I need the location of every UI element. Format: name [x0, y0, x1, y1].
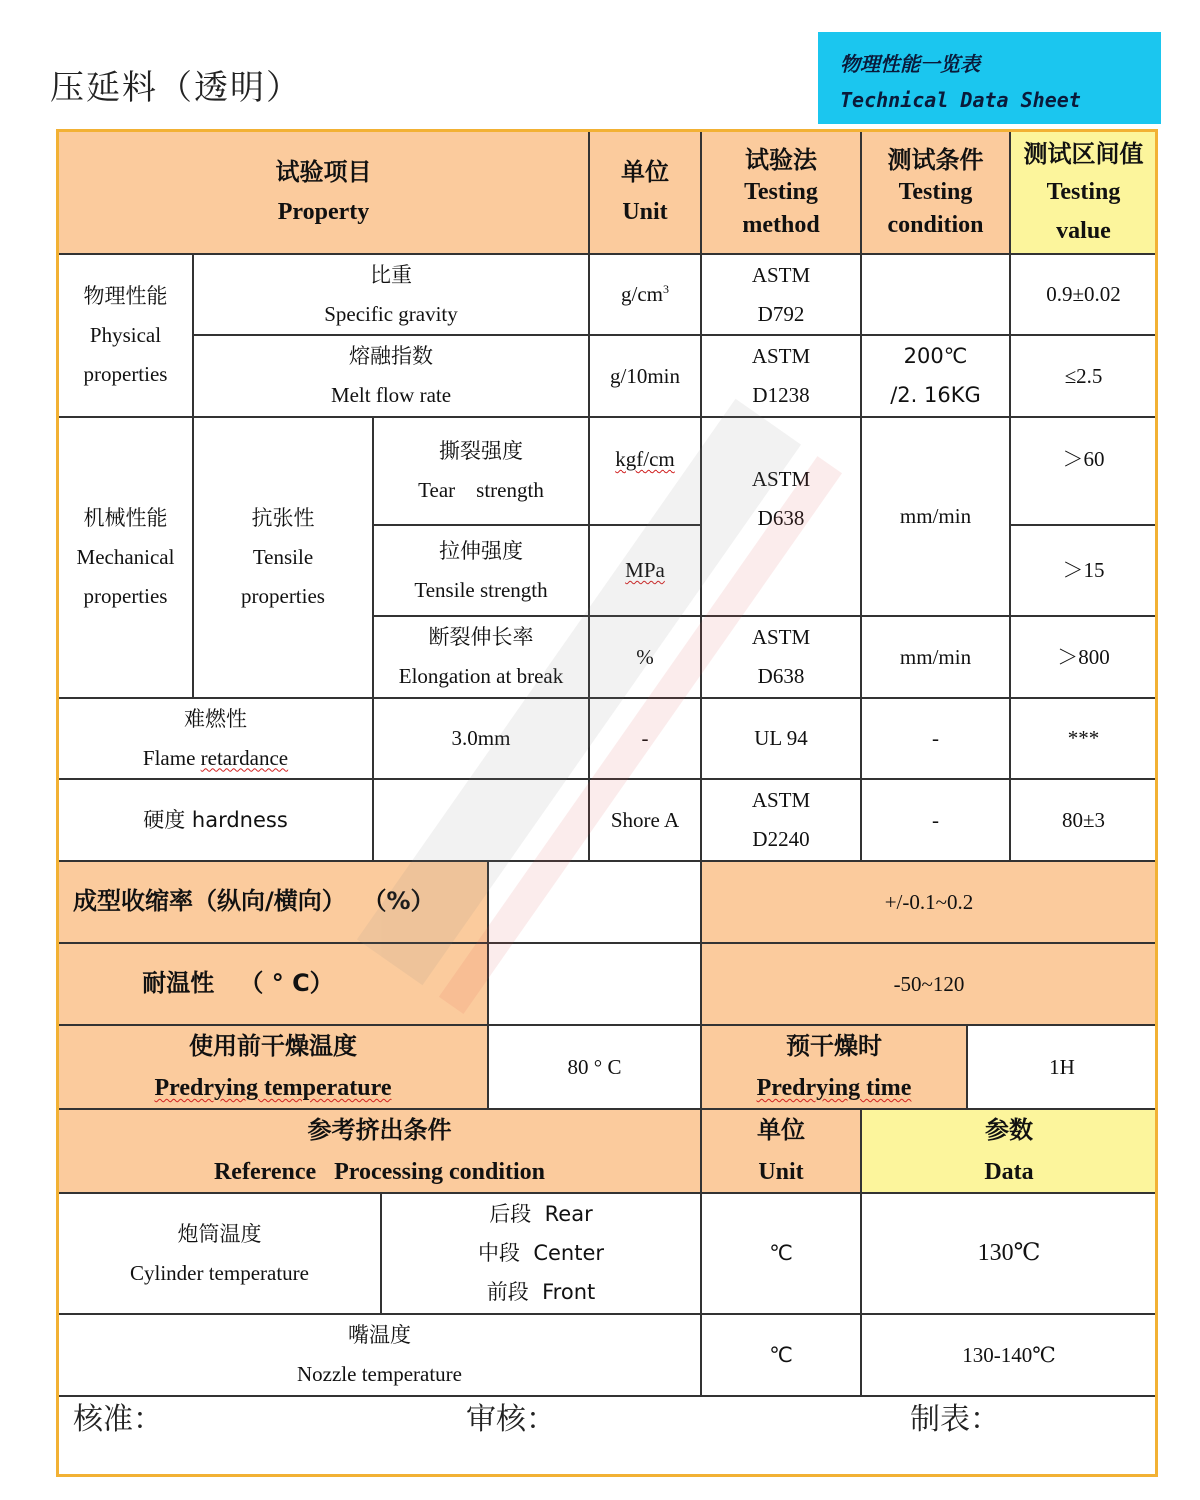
prepare-label: 制表： — [910, 1402, 1000, 1437]
melt-flow-name — [194, 336, 590, 418]
tear-strength-unit — [590, 418, 702, 526]
tear-tensile-method1: ASTM — [751, 467, 811, 491]
header-method — [702, 132, 862, 255]
header-unit-en: Unit — [622, 198, 668, 225]
badge-title-en: Technical Data Sheet — [840, 88, 1081, 112]
flame-thickness-text: 3.0mm — [451, 726, 511, 751]
specific-gravity-method — [702, 255, 862, 336]
tear-strength-en: Tear strength — [418, 478, 544, 502]
unit-sup: 3 — [663, 282, 669, 297]
header-property-en: Property — [277, 198, 370, 225]
nozzle-name — [59, 1315, 702, 1397]
cylinder-unit-text: ℃ — [769, 1241, 793, 1266]
data-sheet-table — [56, 129, 1158, 1477]
hardness-name-text: 硬度 hardness — [143, 807, 288, 832]
specific-gravity-en: Specific gravity — [324, 301, 458, 326]
header-value-en2: value — [1056, 217, 1111, 244]
nozzle-value — [862, 1315, 1158, 1397]
tear-strength-zh: 撕裂强度 — [439, 439, 523, 464]
mechanical-group-en1: Mechanical — [76, 545, 175, 570]
flame-value — [1011, 699, 1158, 780]
cylinder-value-text: 130℃ — [977, 1240, 1041, 1267]
header-value — [1011, 132, 1158, 255]
nozzle-zh: 嘴温度 — [348, 1323, 411, 1348]
tensile-strength-unit — [590, 526, 702, 617]
processing-unit-en: Unit — [758, 1159, 804, 1185]
nozzle-value-text: 130-140℃ — [962, 1342, 1056, 1367]
predry-temp-value — [489, 1026, 702, 1110]
predry-time-value — [968, 1026, 1158, 1110]
processing-header-zh: 参考挤出条件 — [307, 1116, 452, 1144]
processing-data-header — [862, 1110, 1158, 1194]
processing-header-en: Reference Processing condition — [213, 1159, 546, 1185]
elongation-value-text: ＞800 — [1057, 644, 1110, 669]
physical-group-zh: 物理性能 — [83, 284, 168, 309]
melt-flow-value — [1011, 336, 1158, 418]
elongation-method2: D638 — [757, 664, 805, 688]
mechanical-group-zh: 机械性能 — [83, 506, 168, 531]
specific-gravity-unit-text — [621, 275, 669, 314]
hardness-method — [702, 780, 862, 862]
specific-gravity-method2: D792 — [757, 301, 805, 326]
flame-name — [59, 699, 374, 780]
flame-unit — [590, 699, 702, 780]
tensile-strength-zh: 拉伸强度 — [439, 538, 523, 563]
flame-en-wrap: Flame retardance — [142, 745, 289, 770]
hardness-blank — [374, 780, 590, 862]
heat-label-text: 耐温性 （ ° C） — [142, 969, 334, 998]
heat-value-text: -50~120 — [893, 971, 965, 996]
elongation-cond: mm/min — [899, 644, 972, 669]
header-property — [59, 132, 590, 255]
heat-blank — [489, 944, 702, 1026]
nozzle-en: Nozzle temperature — [297, 1362, 462, 1386]
melt-flow-cond2: /2. 16KG — [890, 383, 981, 407]
elongation-condition — [862, 617, 1011, 699]
header-unit — [590, 132, 702, 255]
physical-group-en2: properties — [83, 361, 168, 386]
tensile-subgroup — [194, 418, 374, 699]
review-label: 审核： — [466, 1402, 556, 1437]
flame-en-word: retardance — [200, 745, 289, 770]
processing-unit-zh: 单位 — [757, 1116, 805, 1144]
processing-unit-header — [702, 1110, 862, 1194]
hardness-name — [59, 780, 374, 862]
melt-flow-en: Melt flow rate — [330, 383, 452, 407]
specific-gravity-value-text: 0.9±0.02 — [1046, 282, 1121, 307]
tensile-strength-en: Tensile strength — [414, 577, 548, 602]
badge-title-zh: 物理性能一览表 — [840, 52, 980, 76]
tear-tensile-condition — [862, 418, 1011, 617]
shrinkage-label-text: 成型收缩率（纵向/横向） （%） — [73, 887, 435, 916]
header-condition-zh: 测试条件 — [887, 145, 984, 174]
header-condition — [862, 132, 1011, 255]
predry-temp-zh: 使用前干燥温度 — [189, 1032, 357, 1060]
specific-gravity-value — [1011, 255, 1158, 336]
specific-gravity-method1: ASTM — [751, 262, 811, 287]
processing-header — [59, 1110, 702, 1194]
shrinkage-value — [702, 862, 1158, 944]
hardness-value — [1011, 780, 1158, 862]
melt-flow-method1: ASTM — [751, 344, 811, 369]
tear-strength-unit-text: kgf/cm — [615, 447, 675, 471]
hardness-unit-text: Shore A — [610, 807, 680, 832]
flame-method — [702, 699, 862, 780]
tensile-subgroup-en2: properties — [241, 583, 325, 608]
elongation-zh: 断裂伸长率 — [428, 625, 534, 650]
specific-gravity-name — [194, 255, 590, 336]
hardness-method2: D2240 — [752, 827, 810, 851]
hardness-condition — [862, 780, 1011, 862]
unit-base: g/cm — [621, 282, 663, 307]
hardness-method1: ASTM — [751, 788, 811, 813]
tensile-subgroup-en1: Tensile — [252, 545, 314, 570]
cylinder-en: Cylinder temperature — [129, 1260, 309, 1285]
melt-flow-cond1: 200℃ — [903, 344, 968, 369]
flame-condition — [862, 699, 1011, 780]
header-method-en2: method — [742, 211, 820, 238]
header-method-zh: 试验法 — [745, 145, 817, 174]
elongation-method1: ASTM — [751, 625, 811, 650]
zone-front: 前段 Front — [486, 1279, 596, 1304]
physical-group — [59, 255, 194, 418]
melt-flow-unit — [590, 336, 702, 418]
tensile-strength-value — [1011, 526, 1158, 617]
zone-rear: 后段 Rear — [489, 1202, 593, 1227]
predry-time-en: Predrying time — [756, 1075, 912, 1101]
header-condition-en2: condition — [887, 211, 984, 238]
predry-time-zh: 预干燥时 — [786, 1032, 882, 1060]
specific-gravity-zh: 比重 — [370, 262, 412, 287]
cylinder-unit — [702, 1194, 862, 1315]
flame-unit-text: - — [641, 726, 649, 751]
elongation-value — [1011, 617, 1158, 699]
header-unit-zh: 单位 — [621, 157, 669, 186]
approve-label: 核准： — [73, 1402, 163, 1437]
flame-thickness — [374, 699, 590, 780]
flame-cond-text: - — [932, 726, 939, 751]
specific-gravity-condition — [862, 255, 1011, 336]
flame-zh: 难燃性 — [184, 706, 247, 731]
processing-data-zh: 参数 — [985, 1116, 1033, 1144]
heat-label — [59, 944, 489, 1026]
tear-strength-name — [374, 418, 590, 526]
heat-value — [702, 944, 1158, 1026]
melt-flow-unit-text: g/10min — [609, 363, 680, 388]
hardness-value-text: 80±3 — [1061, 807, 1106, 832]
tear-tensile-method2: D638 — [757, 505, 805, 530]
tensile-strength-unit-text: MPa — [625, 558, 665, 583]
predry-temp-value-text: 80 ° C — [567, 1054, 622, 1079]
nozzle-unit — [702, 1315, 862, 1397]
header-value-en1: Testing — [1046, 179, 1121, 206]
predry-time-label — [702, 1026, 968, 1110]
elongation-method — [702, 617, 862, 699]
shrinkage-blank — [489, 862, 702, 944]
cylinder-name — [59, 1194, 382, 1315]
melt-flow-value-text: ≤2.5 — [1064, 363, 1103, 388]
mechanical-group — [59, 418, 194, 699]
page-title: 压延料（透明） — [50, 68, 302, 108]
cylinder-zh: 炮筒温度 — [177, 1221, 262, 1246]
tear-tensile-method — [702, 418, 862, 617]
cylinder-value — [862, 1194, 1158, 1315]
processing-data-en: Data — [984, 1159, 1034, 1185]
cylinder-zones — [382, 1194, 702, 1315]
elongation-en: Elongation at break — [398, 664, 564, 688]
hardness-cond-text: - — [932, 807, 939, 832]
hardness-unit — [590, 780, 702, 862]
elongation-unit-text: % — [636, 644, 654, 669]
tensile-strength-name — [374, 526, 590, 617]
elongation-name — [374, 617, 590, 699]
header-value-zh: 测试区间值 — [1023, 139, 1144, 168]
melt-flow-method2: D1238 — [752, 383, 810, 407]
header-property-zh: 试验项目 — [275, 157, 372, 186]
flame-method-text: UL 94 — [754, 726, 808, 751]
elongation-unit — [590, 617, 702, 699]
zone-center: 中段 Center — [477, 1241, 605, 1266]
tear-strength-value-text: ＞60 — [1062, 447, 1105, 471]
predry-temp-en: Predrying temperature — [154, 1075, 392, 1101]
specific-gravity-unit — [590, 255, 702, 336]
melt-flow-zh: 熔融指数 — [349, 344, 433, 369]
tensile-strength-value-text: ＞15 — [1062, 558, 1105, 583]
predry-temp-label — [59, 1026, 489, 1110]
shrinkage-value-text: +/-0.1~0.2 — [884, 889, 974, 914]
melt-flow-condition — [862, 336, 1011, 418]
flame-value-text: *** — [1067, 726, 1100, 751]
tensile-subgroup-zh: 抗张性 — [251, 506, 315, 531]
mechanical-group-en2: properties — [83, 583, 168, 608]
predry-time-value-text: 1H — [1049, 1054, 1075, 1079]
tear-tensile-cond: mm/min — [899, 504, 972, 529]
tds-badge — [818, 32, 1161, 124]
physical-group-en1: Physical — [89, 323, 162, 348]
header-method-en1: Testing — [744, 179, 818, 206]
melt-flow-method — [702, 336, 862, 418]
header-condition-en1: Testing — [898, 179, 973, 206]
shrinkage-label — [59, 862, 489, 944]
tear-strength-value — [1011, 418, 1158, 526]
nozzle-unit-text: ℃ — [769, 1342, 793, 1367]
